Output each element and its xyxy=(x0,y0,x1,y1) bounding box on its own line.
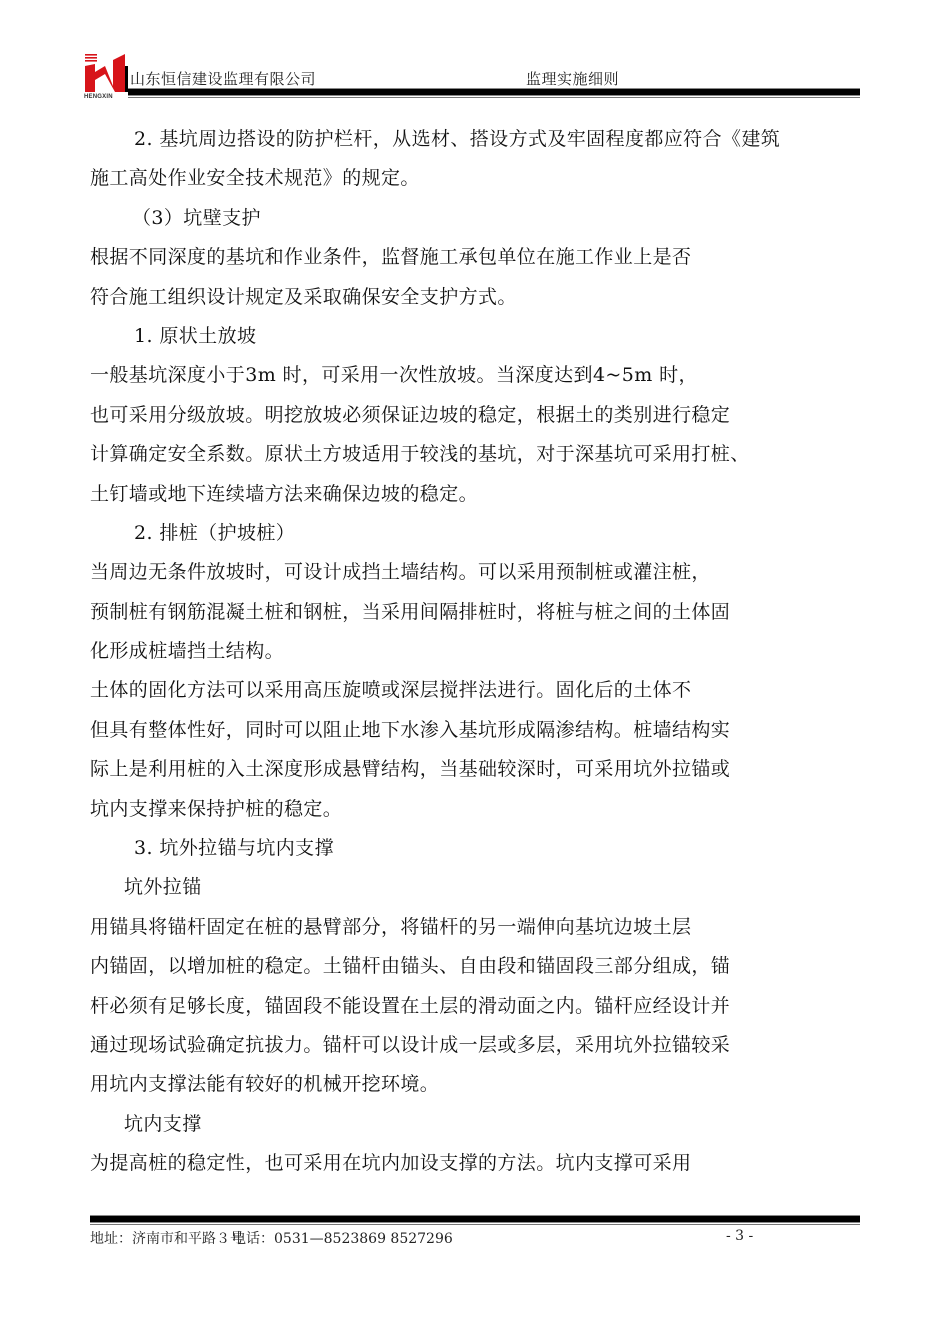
text-line: 内锚固，以增加桩的稳定。土锚杆由锚头、自由段和锚固段三部分组成，锚 xyxy=(90,955,731,978)
text-line: 2. 基坑周边搭设的防护栏杆，从选材、搭设方式及牢固程度都应符合《建筑 xyxy=(134,128,781,150)
text-line: 但具有整体性好，同时可以阻止地下水渗入基坑形成隔渗结构。桩墙结构实 xyxy=(90,718,731,741)
text-line: 施工高处作业安全技术规范》的规定。 xyxy=(90,167,420,190)
text-line: 为提高桩的稳定性，也可采用在坑内加设支撑的方法。坑内支撑可采用 xyxy=(90,1152,692,1175)
subsection-heading: 2. 排桩（护坡桩） xyxy=(134,521,296,544)
text-line: 杆必须有足够长度，锚固段不能设置在土层的滑动面之内。锚杆应经设计并 xyxy=(90,994,731,1017)
section-heading: （3）坑壁支护 xyxy=(132,206,261,229)
subsection-heading: 3. 坑外拉锚与坑内支撑 xyxy=(134,837,334,860)
footer-rule-thin xyxy=(90,1224,860,1225)
footer-rule xyxy=(90,1215,860,1223)
text-line: 根据不同深度的基坑和作业条件，监督施工承包单位在施工作业上是否 xyxy=(90,246,692,269)
document-title: 监理实施细则 xyxy=(526,70,620,88)
minor-heading: 坑内支撑 xyxy=(124,1112,202,1135)
company-name: 山东恒信建设监理有限公司 xyxy=(130,70,317,88)
body-text xyxy=(90,120,865,1184)
text-line: 土体的固化方法可以采用高压旋喷或深层搅拌法进行。固化后的土体不 xyxy=(90,679,692,702)
text-line: 坑内支撑来保持护桩的稳定。 xyxy=(90,797,343,820)
minor-heading: 坑外拉锚 xyxy=(124,876,202,899)
text-line: 计算确定安全系数。原状土方坡适用于较浅的基坑，对于深基坑可采用打桩、 xyxy=(90,443,750,466)
text-line: 当周边无条件放坡时，可设计成挡土墙结构。可以采用预制桩或灌注桩， xyxy=(90,561,711,584)
text-line: 符合施工组织设计规定及采取确保安全支护方式。 xyxy=(90,285,517,308)
text-line: 土钉墙或地下连续墙方法来确保边坡的稳定。 xyxy=(90,482,479,505)
logo-wordmark: HENGXIN xyxy=(84,94,113,100)
text-line: 通过现场试验确定抗拔力。锚杆可以设计成一层或多层，采用坑外拉锚较采 xyxy=(90,1033,731,1056)
header-rule xyxy=(128,88,860,96)
subsection-heading: 1. 原状土放坡 xyxy=(134,324,257,347)
text-line: 用锚具将锚杆固定在桩的悬臂部分，将锚杆的另一端伸向基坑边坡土层 xyxy=(90,915,692,938)
footer-address: 地址：济南市和平路３号 xyxy=(90,1231,244,1247)
page-number: - 3 - xyxy=(726,1228,754,1244)
text-line: 用坑内支撑法能有较好的机械开挖环境。 xyxy=(90,1073,440,1096)
footer-phone: 电话：0531—8523869 8527296 xyxy=(232,1231,453,1247)
text-line: 预制桩有钢筋混凝土桩和钢桩，当采用间隔排桩时，将桩与桩之间的土体固 xyxy=(90,600,731,623)
text-line: 化形成桩墙挡土结构。 xyxy=(90,640,285,663)
text-line: 一般基坑深度小于3m 时，可采用一次性放坡。当深度达到4~5m 时， xyxy=(90,364,698,387)
text-line: 也可采用分级放坡。明挖放坡必须保证边坡的稳定，根据土的类别进行稳定 xyxy=(90,403,731,426)
header-rule-thin xyxy=(128,97,860,98)
text-line: 际上是利用桩的入土深度形成悬臂结构，当基础较深时，可采用坑外拉锚或 xyxy=(90,758,731,781)
hengxin-logo-icon xyxy=(83,52,129,98)
